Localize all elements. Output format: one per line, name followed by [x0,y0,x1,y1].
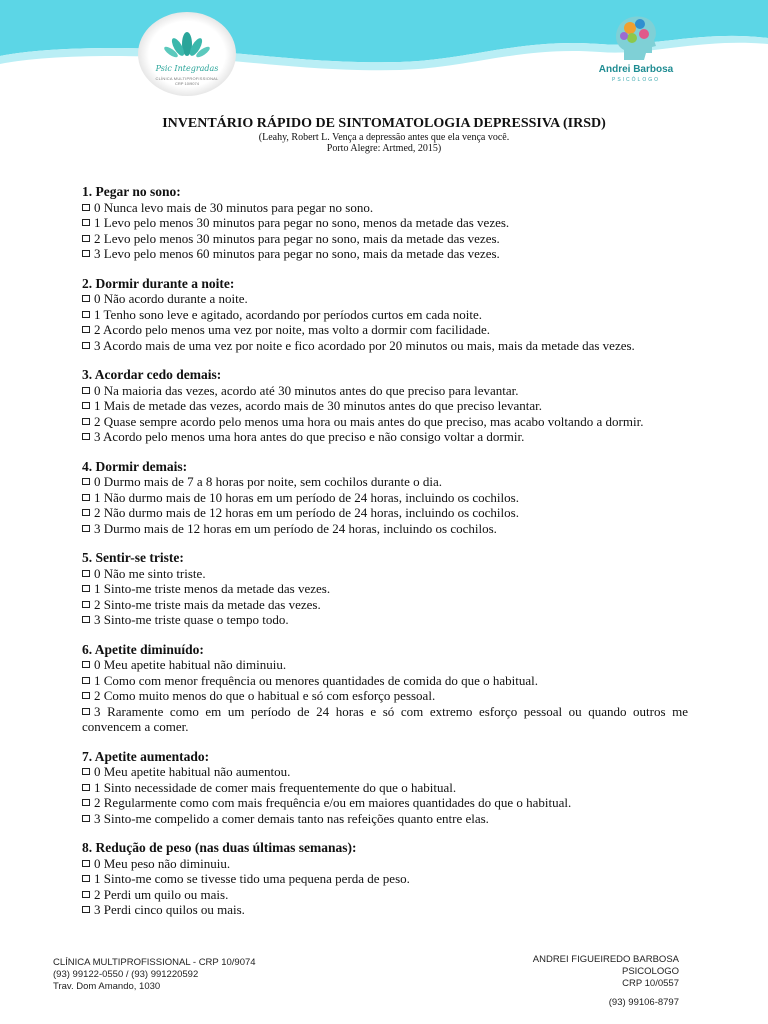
option [82,215,688,231]
option [82,612,688,628]
question-title: 6. Apetite diminuído: [82,641,204,657]
question-title: 4. Dormir demais: [82,458,188,474]
psychologist-logo-subtitle: PSICÓLOGO [611,77,660,83]
document-title: INVENTÁRIO RÁPIDO DE SINTOMATOLOGIA DEPRESSIVA (IRSD) [162,116,606,131]
question-6 [82,642,688,735]
clinic-logo-subtitle: CLÍNICA MULTIPROFISSIONAL [155,76,219,81]
footer-psychologist-name: ANDREI FIGUEIREDO BARBOSA [532,954,679,965]
checkbox-icon[interactable] [82,402,90,409]
clinic-logo-crp: CRP 10/9074 [175,81,199,86]
option [82,811,688,827]
option [82,200,688,216]
option [82,688,688,704]
option-label: 1 Como com menor frequência ou menores quantidades de comida do que o habitual. [94,672,539,688]
question-5 [82,550,688,628]
questionnaire [82,184,688,932]
option [82,322,688,338]
option-label: 3 Raramente como em um período de 24 horas e só com extremo esforço pessoal ou quando outros me convencem a comer. [82,703,688,734]
option-label: 2 Regularmente como com mais frequência e/ou em maiores quantidades do que o habitual. [94,795,572,810]
clinic-logo-name: Psic Integradas [155,64,219,73]
option [82,597,688,613]
question-3 [82,367,688,445]
psychologist-logo-name: Andrei Barbosa [598,64,674,75]
option [82,291,688,307]
checkbox-icon[interactable] [82,601,90,608]
checkbox-icon[interactable] [82,784,90,791]
checkbox-icon[interactable] [82,692,90,699]
option-label: 2 Perdi um quilo ou mais. [94,886,229,902]
option [82,414,688,430]
checkbox-icon[interactable] [82,891,90,898]
option-label: 3 Durmo mais de 12 horas em um período de 24 horas, incluindo os cochilos. [94,520,497,536]
option-label: 1 Sinto-me triste menos da metade das vezes. [94,581,331,596]
clinic-logo [138,12,236,96]
question-7 [82,749,688,827]
option [82,474,688,490]
option [82,704,688,735]
option-label: 0 Meu peso não diminuiu. [94,855,231,871]
option [82,429,688,445]
question-8 [82,840,688,918]
option-label: 2 Acordo pelo menos uma vez por noite, mas volto a dormir com facilidade. [94,322,491,337]
option-label: 2 Sinto-me triste mais da metade das vezes. [94,596,321,612]
option [82,581,688,597]
option [82,505,688,521]
checkbox-icon[interactable] [82,768,90,775]
option [82,856,688,872]
head-brain-icon [610,12,662,64]
option-label: 1 Tenho sono leve e agitado, acordando por períodos curtos em cada noite. [94,306,483,322]
checkbox-icon[interactable] [82,433,90,440]
checkbox-icon[interactable] [82,799,90,806]
option-label: 0 Nunca levo mais de 30 minutos para pegar no sono. [94,199,374,215]
checkbox-icon[interactable] [82,906,90,913]
citation-line-1: (Leahy, Robert L. Vença a depressão antes que ela vença você. [258,132,510,143]
option [82,780,688,796]
question-title: 5. Sentir-se triste: [82,550,184,565]
footer-psychologist-phone: (93) 99106-8797 [608,997,679,1008]
option-label: 3 Acordo mais de uma vez por noite e fico acordado por 20 minutos ou mais, mais da metade das vezes. [94,337,635,353]
option [82,902,688,918]
checkbox-icon[interactable] [82,570,90,577]
checkbox-icon[interactable] [82,860,90,867]
footer-psychologist-crp: CRP 10/0557 [622,978,679,989]
option [82,795,688,811]
checkbox-icon[interactable] [82,235,90,242]
option-label: 3 Levo pelo menos 60 minutos para pegar no sono, mais da metade das vezes. [94,246,500,261]
citation-line-2: Porto Alegre: Artmed, 2015) [326,143,442,154]
option-label: 3 Sinto-me compelido a comer demais tanto nas refeições quanto entre elas. [94,810,489,826]
option-label: 2 Quase sempre acordo pelo menos uma hora ou mais antes do que preciso, mas acabo voltando a dormir. [94,413,644,429]
option [82,764,688,780]
checkbox-icon[interactable] [82,509,90,516]
option [82,246,688,262]
citation [0,132,768,154]
option [82,887,688,903]
option-label: 1 Sinto necessidade de comer mais frequentemente do que o habitual. [94,779,457,795]
option [82,521,688,537]
option [82,383,688,399]
question-1 [82,184,688,262]
checkbox-icon[interactable] [82,418,90,425]
footer-clinic-address: Trav. Dom Amando, 1030 [53,981,161,992]
checkbox-icon[interactable] [82,708,90,715]
question-title: 7. Apetite aumentado: [82,748,210,764]
option-label: 0 Meu apetite habitual não aumentou. [94,764,291,779]
option-label: 2 Levo pelo menos 30 minutos para pegar no sono, mais da metade das vezes. [94,230,500,246]
footer-psychologist-title: PSICOLOGO [621,966,679,977]
checkbox-icon[interactable] [82,494,90,501]
footer-psychologist-info [533,954,679,1009]
option-label: 1 Mais de metade das vezes, acordo mais de 30 minutos antes do que preciso levantar. [94,398,543,413]
option-label: 2 Como muito menos do que o habitual e só com esforço pessoal. [94,688,436,703]
checkbox-icon[interactable] [82,585,90,592]
option-label: 3 Sinto-me triste quase o tempo todo. [94,612,289,627]
checkbox-icon[interactable] [82,478,90,485]
option-label: 0 Durmo mais de 7 a 8 horas por noite, sem cochilos durante o dia. [94,474,443,489]
checkbox-icon[interactable] [82,219,90,226]
option [82,231,688,247]
checkbox-icon[interactable] [82,342,90,349]
question-title: 8. Redução de peso (nas duas últimas semanas): [82,840,357,855]
question-title: 3. Acordar cedo demais: [82,367,222,382]
checkbox-icon[interactable] [82,661,90,668]
option [82,673,688,689]
checkbox-icon[interactable] [82,616,90,623]
checkbox-icon[interactable] [82,295,90,302]
question-title: 2. Dormir durante a noite: [82,275,235,291]
question-4 [82,459,688,537]
option [82,490,688,506]
checkbox-icon[interactable] [82,250,90,257]
option-label: 3 Acordo pelo menos uma hora antes do que preciso e não consigo voltar a dormir. [94,429,525,444]
checkbox-icon[interactable] [82,311,90,318]
option-label: 3 Perdi cinco quilos ou mais. [94,902,245,917]
checkbox-icon[interactable] [82,525,90,532]
checkbox-icon[interactable] [82,326,90,333]
question-2 [82,276,688,354]
option-label: 1 Sinto-me como se tivesse tido uma pequena perda de peso. [94,871,410,886]
option-label: 2 Não durmo mais de 12 horas em um período de 24 horas, incluindo os cochilos. [94,505,519,520]
option [82,307,688,323]
option [82,338,688,354]
option [82,566,688,582]
option-label: 1 Levo pelo menos 30 minutos para pegar no sono, menos da metade das vezes. [94,215,510,230]
option-label: 0 Não me sinto triste. [94,565,206,581]
lotus-icon [164,28,210,62]
footer-clinic-phones: (93) 99122-0550 / (93) 991220592 [53,969,199,980]
psychologist-logo [586,10,686,90]
footer-clinic-info [53,957,256,993]
option-label: 0 Não acordo durante a noite. [94,291,248,306]
option-label: 1 Não durmo mais de 10 horas em um período de 24 horas, incluindo os cochilos. [94,489,519,505]
option [82,871,688,887]
option-label: 0 Meu apetite habitual não diminuiu. [94,657,287,672]
question-title: 1. Pegar no sono: [82,184,181,199]
option-label: 0 Na maioria das vezes, acordo até 30 minutos antes do que preciso para levantar. [94,382,519,398]
footer-clinic-name: CLÍNICA MULTIPROFISSIONAL - CRP 10/9074 [53,957,256,968]
checkbox-icon[interactable] [82,875,90,882]
checkbox-icon[interactable] [82,387,90,394]
checkbox-icon[interactable] [82,204,90,211]
option [82,398,688,414]
option [82,657,688,673]
checkbox-icon[interactable] [82,815,90,822]
checkbox-icon[interactable] [82,677,90,684]
